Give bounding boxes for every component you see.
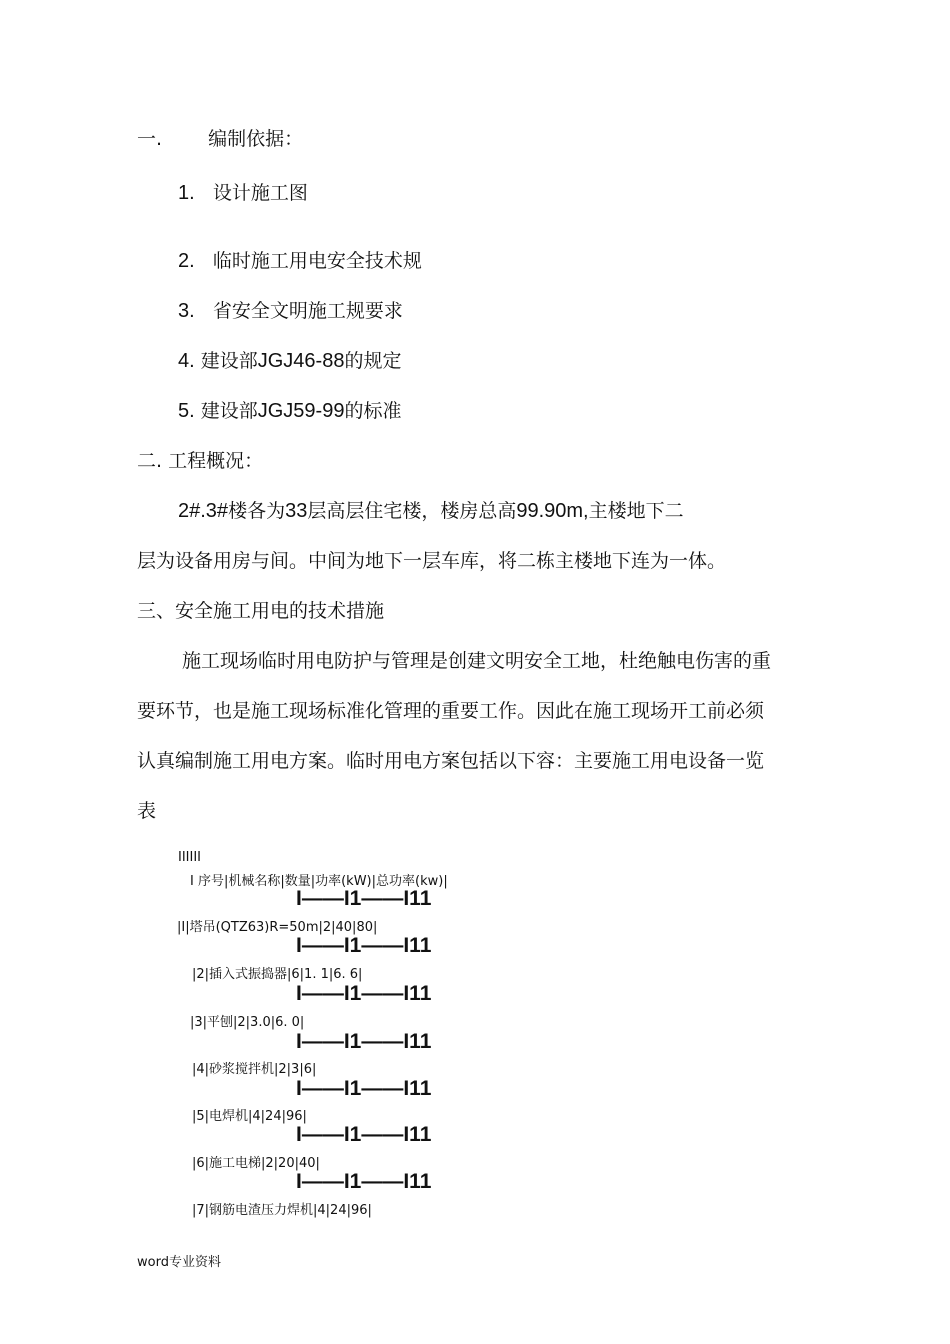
section1-heading: [137, 124, 303, 151]
building-height: 99.90m,: [516, 500, 589, 522]
table-row: |6|施工电梯|2|20|40|: [192, 1156, 320, 1171]
table-separator: I——I1——I11: [296, 887, 432, 910]
list-item: [178, 396, 401, 423]
table-separator: I——I1——I11: [296, 1123, 432, 1146]
paragraph-line: 要环节，也是施工现场标准化管理的重要工作。因此在施工现场开工前必须: [137, 700, 765, 722]
overview-line-1: [178, 496, 684, 523]
list-item-text: 临时施工用电安全技术规: [212, 250, 422, 272]
section3-heading: 三、安全施工用电的技术措施: [137, 600, 385, 622]
list-item: [178, 246, 422, 273]
overview-text: 层高层住宅楼，楼房总高: [307, 500, 517, 522]
table-row: |3|平刨|2|3.0|6. 0|: [190, 1015, 305, 1030]
table-top-marks: IIIIII: [178, 850, 202, 865]
table-separator: I——I1——I11: [296, 1030, 432, 1053]
page-footer: word专业资料: [137, 1255, 221, 1270]
section1-number: 一.: [137, 128, 163, 150]
section1-title: 编制依据：: [208, 128, 304, 150]
list-item-number: 4.: [178, 350, 195, 372]
list-item-text: 省安全文明施工规要求: [212, 300, 403, 322]
list-item-suffix: 的标准: [344, 400, 402, 422]
list-item: [178, 178, 308, 205]
list-item-text: 设计施工图: [212, 182, 308, 204]
list-item-number: 3.: [178, 300, 195, 322]
paragraph-line: 认真编制施工用电方案。临时用电方案包括以下容：主要施工用电设备一览: [137, 750, 765, 772]
floor-count: 33: [285, 500, 308, 522]
list-item: [178, 296, 403, 323]
table-separator: I——I1——I11: [296, 982, 432, 1005]
list-item-text: 建设部: [200, 350, 258, 372]
overview-line-2: 层为设备用房与间。中间为地下一层车库，将二栋主楼地下连为一体。: [137, 550, 727, 572]
list-item-number: 5.: [178, 400, 195, 422]
overview-text: 楼各为: [228, 500, 286, 522]
list-item-number: 1.: [178, 182, 195, 204]
list-item-number: 2.: [178, 250, 195, 272]
table-header: I 序号|机械名称|数量|功率(kW)|总功率(kw)|: [190, 874, 448, 889]
overview-text: 主楼地下二: [588, 500, 684, 522]
paragraph-line: 施工现场临时用电防护与管理是创建文明安全工地，杜绝触电伤害的重: [182, 650, 772, 672]
table-separator: I——I1——I11: [296, 1170, 432, 1193]
list-item-suffix: 的规定: [344, 350, 402, 372]
table-separator: I——I1——I11: [296, 934, 432, 957]
paragraph-line: 表: [137, 800, 157, 822]
standard-code: JGJ59-99: [257, 400, 345, 422]
table-row: |7|钢筋电渣压力焊机|4|24|96|: [192, 1203, 372, 1218]
building-numbers: 2#.3#: [178, 500, 229, 522]
standard-code: JGJ46-88: [257, 350, 345, 372]
table-row: |2|插入式振捣器|6|1. 1|6. 6|: [192, 967, 363, 982]
table-separator: I——I1——I11: [296, 1077, 432, 1100]
list-item: [178, 346, 401, 373]
section2-heading: 二. 工程概况：: [137, 450, 264, 472]
table-row: |5|电焊机|4|24|96|: [192, 1109, 307, 1124]
list-item-text: 建设部: [200, 400, 258, 422]
table-row: |4|砂浆搅拌机|2|3|6|: [192, 1062, 317, 1077]
table-row: |I|塔吊(QTZ63)R=50m|2|40|80|: [177, 920, 378, 935]
